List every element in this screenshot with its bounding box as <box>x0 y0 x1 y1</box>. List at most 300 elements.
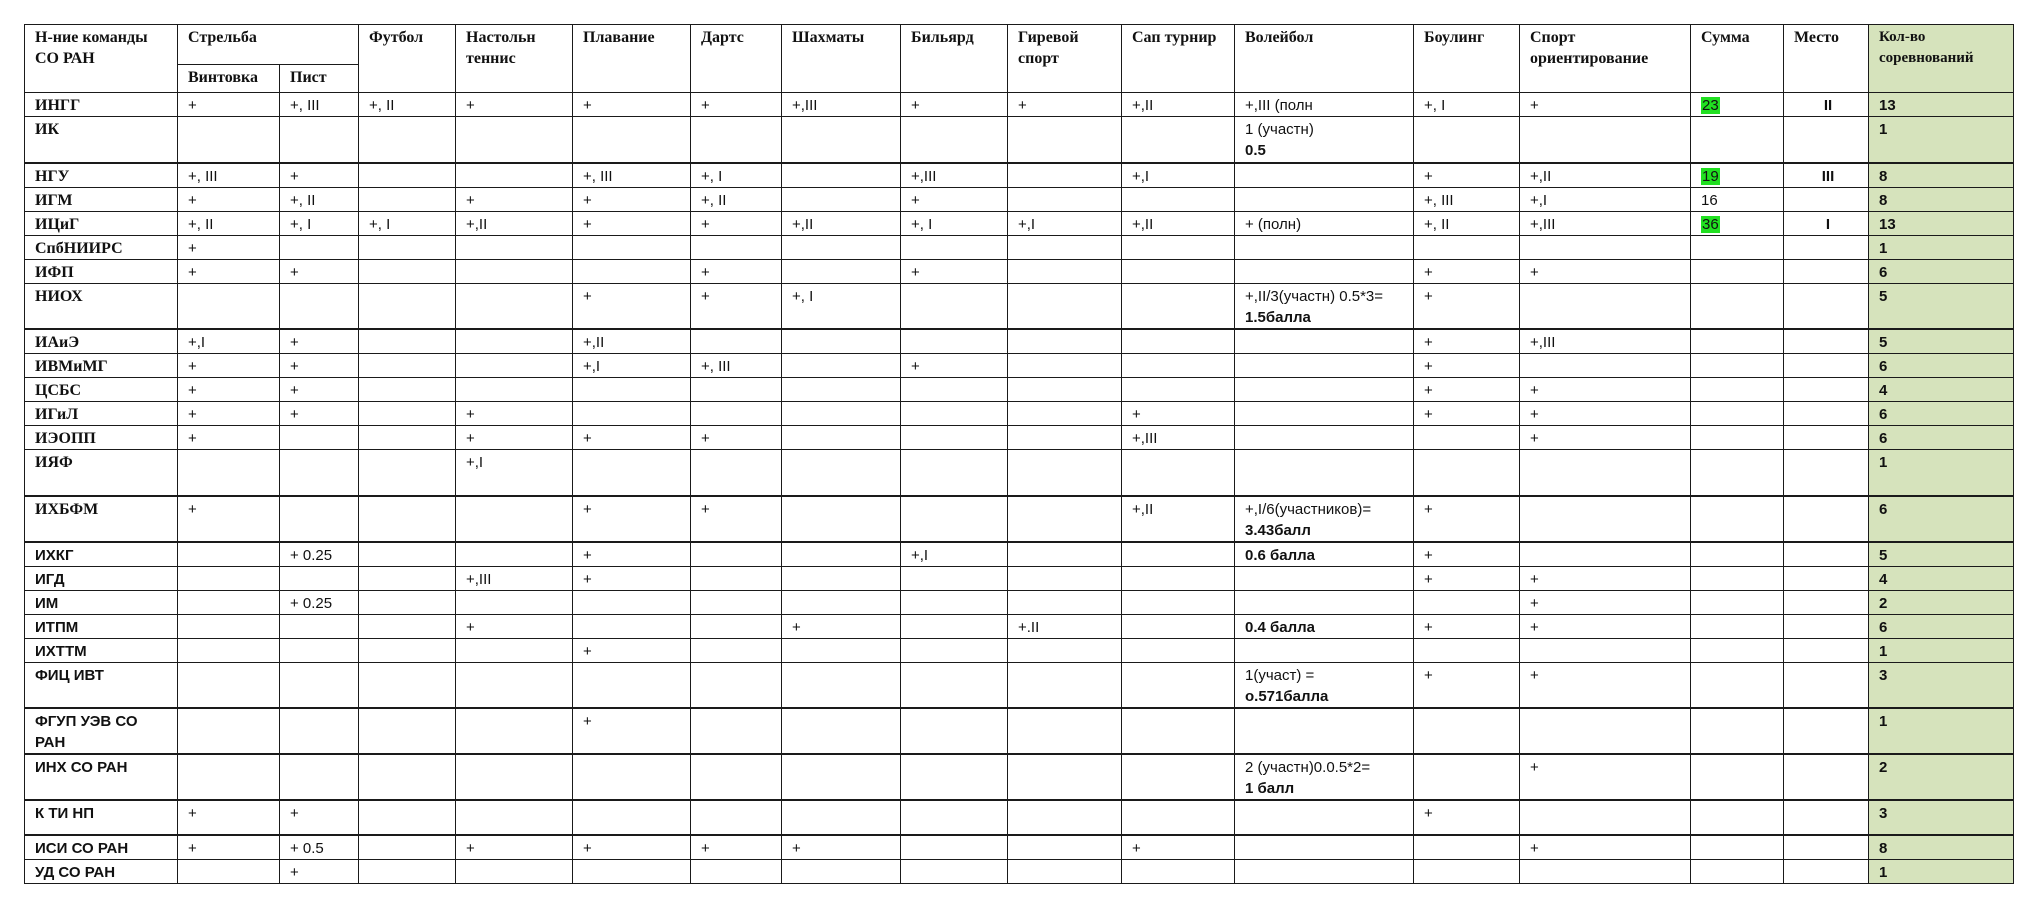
chess-cell <box>782 354 901 378</box>
bowling-cell: + <box>1414 614 1520 638</box>
football-cell <box>359 800 456 835</box>
sum-cell <box>1691 402 1784 426</box>
bowling-cell: + <box>1414 662 1520 708</box>
darts-cell: + <box>691 259 782 283</box>
rifle-cell: +, II <box>178 211 280 235</box>
rifle-cell: + <box>178 496 280 542</box>
kettlebell-cell <box>1008 450 1122 496</box>
sum-cell <box>1691 800 1784 835</box>
kettlebell-cell <box>1008 329 1122 354</box>
swimming-cell: +,I <box>573 354 691 378</box>
table-tennis-cell <box>456 259 573 283</box>
swimming-cell <box>573 800 691 835</box>
place-cell <box>1784 800 1869 835</box>
darts-cell <box>691 235 782 259</box>
rifle-cell: + <box>178 235 280 259</box>
billiards-cell <box>901 754 1008 800</box>
count-cell: 8 <box>1869 163 2014 188</box>
table-row <box>25 835 2014 860</box>
table-row <box>25 860 2014 884</box>
swimming-cell <box>573 662 691 708</box>
table-row <box>25 638 2014 662</box>
table-row <box>25 426 2014 450</box>
swimming-cell <box>573 614 691 638</box>
swimming-cell: + <box>573 283 691 329</box>
table-tennis-cell <box>456 800 573 835</box>
volleyball-cell <box>1235 426 1414 450</box>
sap-cell <box>1122 754 1235 800</box>
sum-cell <box>1691 187 1784 211</box>
pistol-cell: + <box>280 329 359 354</box>
count-cell: 13 <box>1869 211 2014 235</box>
pistol-cell: + <box>280 800 359 835</box>
count-cell: 6 <box>1869 354 2014 378</box>
chess-cell <box>782 117 901 163</box>
bowling-cell <box>1414 426 1520 450</box>
volleyball-line-1: + (полн) <box>1245 215 1302 233</box>
sum-cell <box>1691 614 1784 638</box>
team-name-cell: ИФП <box>25 259 178 283</box>
place-cell <box>1784 860 1869 884</box>
count-cell: 6 <box>1869 259 2014 283</box>
sum-cell <box>1691 259 1784 283</box>
table-row <box>25 187 2014 211</box>
billiards-cell <box>901 450 1008 496</box>
volleyball-cell <box>1235 378 1414 402</box>
swimming-cell <box>573 378 691 402</box>
team-name-cell: ИНХ СО РАН <box>25 754 178 800</box>
rifle-cell: +,I <box>178 329 280 354</box>
swimming-cell: + <box>573 496 691 542</box>
sap-cell <box>1122 354 1235 378</box>
chess-cell: +, I <box>782 283 901 329</box>
darts-cell <box>691 450 782 496</box>
team-name-cell: К ТИ НП <box>25 800 178 835</box>
orienteering-cell <box>1520 638 1691 662</box>
count-cell: 1 <box>1869 638 2014 662</box>
swimming-cell: + <box>573 566 691 590</box>
team-name-cell: ИНГГ <box>25 93 178 117</box>
team-name-cell: ИЦиГ <box>25 211 178 235</box>
chess-cell <box>782 426 901 450</box>
count-cell: 3 <box>1869 662 2014 708</box>
volleyball-cell <box>1235 566 1414 590</box>
rifle-cell <box>178 283 280 329</box>
place-cell <box>1784 638 1869 662</box>
table-tennis-cell <box>456 590 573 614</box>
rifle-cell <box>178 638 280 662</box>
place-cell <box>1784 259 1869 283</box>
chess-cell: +,II <box>782 211 901 235</box>
billiards-cell: + <box>901 354 1008 378</box>
team-name-cell: ФГУП УЭВ СО РАН <box>25 708 178 754</box>
volleyball-cell <box>1235 800 1414 835</box>
place-cell <box>1784 117 1869 163</box>
orienteering-cell <box>1520 496 1691 542</box>
kettlebell-cell <box>1008 235 1122 259</box>
volleyball-cell <box>1235 163 1414 188</box>
sum-cell <box>1691 754 1784 800</box>
table-row <box>25 754 2014 800</box>
count-cell: 1 <box>1869 860 2014 884</box>
kettlebell-cell: +.II <box>1008 614 1122 638</box>
sap-cell <box>1122 259 1235 283</box>
rifle-cell <box>178 590 280 614</box>
rifle-cell <box>178 450 280 496</box>
chess-cell <box>782 708 901 754</box>
bowling-cell: +, II <box>1414 211 1520 235</box>
header-billiards: Бильярд <box>901 25 1008 93</box>
darts-cell <box>691 662 782 708</box>
football-cell <box>359 426 456 450</box>
header-row-top <box>25 25 2014 65</box>
bowling-cell: + <box>1414 283 1520 329</box>
header-orienteering: Спорт ориентирование <box>1520 25 1691 93</box>
rifle-cell <box>178 754 280 800</box>
volleyball-cell <box>1235 329 1414 354</box>
sap-cell <box>1122 542 1235 567</box>
sum-cell <box>1691 426 1784 450</box>
rifle-cell: + <box>178 187 280 211</box>
orienteering-cell: + <box>1520 614 1691 638</box>
darts-cell <box>691 754 782 800</box>
pistol-cell <box>280 638 359 662</box>
place-cell <box>1784 283 1869 329</box>
sap-cell <box>1122 590 1235 614</box>
sum-cell <box>1691 283 1784 329</box>
rifle-cell: + <box>178 93 280 117</box>
place-cell: I <box>1784 211 1869 235</box>
pistol-cell <box>280 708 359 754</box>
table-tennis-cell <box>456 235 573 259</box>
kettlebell-cell: + <box>1008 93 1122 117</box>
count-cell: 1 <box>1869 117 2014 163</box>
billiards-cell <box>901 800 1008 835</box>
billiards-cell <box>901 614 1008 638</box>
header-count: Кол-во соревнований <box>1869 25 2014 93</box>
orienteering-cell: +,III <box>1520 211 1691 235</box>
kettlebell-cell <box>1008 163 1122 188</box>
count-cell: 8 <box>1869 835 2014 860</box>
volleyball-line-2: о.571балла <box>1245 687 1329 705</box>
rifle-cell <box>178 662 280 708</box>
bowling-cell: + <box>1414 378 1520 402</box>
volleyball-cell <box>1235 590 1414 614</box>
volleyball-cell <box>1235 187 1414 211</box>
pistol-cell <box>280 283 359 329</box>
table-tennis-cell: +,III <box>456 566 573 590</box>
pistol-cell: +, II <box>280 187 359 211</box>
kettlebell-cell <box>1008 835 1122 860</box>
swimming-cell <box>573 590 691 614</box>
team-name-cell: НИОХ <box>25 283 178 329</box>
count-cell: 6 <box>1869 402 2014 426</box>
table-tennis-cell: + <box>456 402 573 426</box>
table-row <box>25 402 2014 426</box>
table-row <box>25 93 2014 117</box>
place-cell: III <box>1784 163 1869 188</box>
table-tennis-cell: +,II <box>456 211 573 235</box>
table-row <box>25 450 2014 496</box>
kettlebell-cell <box>1008 117 1122 163</box>
chess-cell <box>782 542 901 567</box>
orienteering-cell: + <box>1520 93 1691 117</box>
place-cell <box>1784 187 1869 211</box>
football-cell <box>359 496 456 542</box>
kettlebell-cell <box>1008 590 1122 614</box>
swimming-cell: + <box>573 211 691 235</box>
table-tennis-cell <box>456 163 573 188</box>
team-name-cell: ИК <box>25 117 178 163</box>
volleyball-cell <box>1235 638 1414 662</box>
sum-cell <box>1691 496 1784 542</box>
table-row <box>25 354 2014 378</box>
kettlebell-cell <box>1008 542 1122 567</box>
rifle-cell <box>178 117 280 163</box>
chess-cell: + <box>782 835 901 860</box>
swimming-cell: + <box>573 835 691 860</box>
orienteering-cell <box>1520 542 1691 567</box>
football-cell <box>359 450 456 496</box>
count-cell: 1 <box>1869 708 2014 754</box>
pistol-cell <box>280 450 359 496</box>
header-shooting: Стрельба <box>178 25 359 65</box>
chess-cell <box>782 754 901 800</box>
football-cell <box>359 402 456 426</box>
football-cell <box>359 117 456 163</box>
darts-cell <box>691 566 782 590</box>
chess-cell <box>782 259 901 283</box>
bowling-cell: + <box>1414 329 1520 354</box>
orienteering-cell: + <box>1520 754 1691 800</box>
sap-cell <box>1122 860 1235 884</box>
count-cell: 6 <box>1869 426 2014 450</box>
billiards-cell <box>901 378 1008 402</box>
rifle-cell: + <box>178 800 280 835</box>
rifle-cell: + <box>178 402 280 426</box>
table-row <box>25 163 2014 188</box>
results-table <box>24 24 2014 884</box>
bowling-cell: + <box>1414 402 1520 426</box>
table-tennis-cell: + <box>456 614 573 638</box>
count-cell: 3 <box>1869 800 2014 835</box>
billiards-cell <box>901 283 1008 329</box>
pistol-cell: + <box>280 163 359 188</box>
place-cell <box>1784 614 1869 638</box>
bowling-cell <box>1414 235 1520 259</box>
table-row <box>25 566 2014 590</box>
kettlebell-cell <box>1008 283 1122 329</box>
place-cell <box>1784 354 1869 378</box>
rifle-cell <box>178 542 280 567</box>
team-name-cell: ИГД <box>25 566 178 590</box>
darts-cell <box>691 329 782 354</box>
header-kettlebell: Гиревой спорт <box>1008 25 1122 93</box>
table-tennis-cell <box>456 662 573 708</box>
kettlebell-cell <box>1008 426 1122 450</box>
count-cell: 2 <box>1869 590 2014 614</box>
darts-cell <box>691 800 782 835</box>
team-name-cell: ИСИ СО РАН <box>25 835 178 860</box>
chess-cell <box>782 187 901 211</box>
team-name-cell: ИАиЭ <box>25 329 178 354</box>
pistol-cell: + <box>280 354 359 378</box>
sap-cell <box>1122 283 1235 329</box>
sum-cell <box>1691 117 1784 163</box>
kettlebell-cell <box>1008 860 1122 884</box>
table-row <box>25 259 2014 283</box>
darts-cell: +, III <box>691 354 782 378</box>
rifle-cell <box>178 860 280 884</box>
darts-cell <box>691 590 782 614</box>
team-name-cell: ИХБФМ <box>25 496 178 542</box>
header-sum: Сумма <box>1691 25 1784 93</box>
kettlebell-cell <box>1008 638 1122 662</box>
kettlebell-cell <box>1008 800 1122 835</box>
sum-cell <box>1691 163 1784 188</box>
darts-cell: +, I <box>691 163 782 188</box>
sap-cell <box>1122 187 1235 211</box>
swimming-cell: +,II <box>573 329 691 354</box>
football-cell <box>359 283 456 329</box>
rifle-cell <box>178 566 280 590</box>
bowling-cell <box>1414 638 1520 662</box>
darts-cell <box>691 638 782 662</box>
kettlebell-cell <box>1008 402 1122 426</box>
sum-value: 16 <box>1701 191 1718 209</box>
football-cell <box>359 566 456 590</box>
billiards-cell <box>901 117 1008 163</box>
orienteering-cell <box>1520 354 1691 378</box>
sum-cell <box>1691 566 1784 590</box>
sum-cell <box>1691 450 1784 496</box>
sum-cell <box>1691 590 1784 614</box>
rifle-cell: + <box>178 259 280 283</box>
team-name-cell: ЦСБС <box>25 378 178 402</box>
place-cell <box>1784 450 1869 496</box>
table-row <box>25 496 2014 542</box>
table-tennis-cell: + <box>456 187 573 211</box>
pistol-cell <box>280 662 359 708</box>
billiards-cell <box>901 426 1008 450</box>
table-tennis-cell <box>456 354 573 378</box>
football-cell <box>359 860 456 884</box>
volleyball-cell <box>1235 402 1414 426</box>
chess-cell: +,III <box>782 93 901 117</box>
kettlebell-cell: +,I <box>1008 211 1122 235</box>
pistol-cell <box>280 496 359 542</box>
count-cell: 5 <box>1869 542 2014 567</box>
football-cell: +, II <box>359 93 456 117</box>
header-volleyball: Волейбол <box>1235 25 1414 93</box>
swimming-cell <box>573 235 691 259</box>
header-football: Футбол <box>359 25 456 93</box>
bowling-cell <box>1414 708 1520 754</box>
count-cell: 8 <box>1869 187 2014 211</box>
table-row <box>25 662 2014 708</box>
football-cell <box>359 378 456 402</box>
place-cell <box>1784 662 1869 708</box>
chess-cell: + <box>782 614 901 638</box>
pistol-cell <box>280 235 359 259</box>
sum-cell <box>1691 638 1784 662</box>
billiards-cell <box>901 662 1008 708</box>
orienteering-cell <box>1520 235 1691 259</box>
billiards-cell <box>901 329 1008 354</box>
volleyball-line-1: +,I/6(участников)= <box>1245 500 1372 518</box>
sum-cell <box>1691 329 1784 354</box>
volleyball-line-1: +,II/3(участн) 0.5*3= <box>1245 287 1384 305</box>
billiards-cell <box>901 835 1008 860</box>
chess-cell <box>782 329 901 354</box>
billiards-cell: +, I <box>901 211 1008 235</box>
volleyball-line-1: 0.4 балла <box>1245 618 1316 636</box>
volleyball-cell <box>1235 860 1414 884</box>
football-cell <box>359 614 456 638</box>
football-cell <box>359 235 456 259</box>
volleyball-line-2: 1 балл <box>1245 780 1295 797</box>
billiards-cell: + <box>901 93 1008 117</box>
table-tennis-cell <box>456 708 573 754</box>
team-name-cell: ИХКГ <box>25 542 178 567</box>
football-cell <box>359 835 456 860</box>
table-row <box>25 590 2014 614</box>
bowling-cell: +, I <box>1414 93 1520 117</box>
kettlebell-cell <box>1008 378 1122 402</box>
kettlebell-cell <box>1008 754 1122 800</box>
pistol-cell <box>280 566 359 590</box>
darts-cell <box>691 542 782 567</box>
billiards-cell: + <box>901 187 1008 211</box>
orienteering-cell: + <box>1520 566 1691 590</box>
table-row <box>25 283 2014 329</box>
sap-cell <box>1122 800 1235 835</box>
orienteering-cell <box>1520 860 1691 884</box>
rifle-cell: + <box>178 835 280 860</box>
orienteering-cell: +,III <box>1520 329 1691 354</box>
orienteering-cell <box>1520 708 1691 754</box>
place-cell <box>1784 590 1869 614</box>
volleyball-cell <box>1235 708 1414 754</box>
swimming-cell <box>573 259 691 283</box>
football-cell <box>359 329 456 354</box>
table-tennis-cell: + <box>456 93 573 117</box>
football-cell <box>359 708 456 754</box>
orienteering-cell: + <box>1520 835 1691 860</box>
table-row <box>25 378 2014 402</box>
table-tennis-cell <box>456 542 573 567</box>
kettlebell-cell <box>1008 566 1122 590</box>
bowling-cell: + <box>1414 566 1520 590</box>
place-cell <box>1784 496 1869 542</box>
place-cell <box>1784 426 1869 450</box>
sap-cell: + <box>1122 402 1235 426</box>
bowling-cell <box>1414 450 1520 496</box>
count-cell: 2 <box>1869 754 2014 800</box>
volleyball-cell <box>1235 235 1414 259</box>
sum-cell <box>1691 211 1784 235</box>
chess-cell <box>782 638 901 662</box>
volleyball-line-1: 1(участ) = <box>1245 666 1315 684</box>
sap-cell: +,III <box>1122 426 1235 450</box>
header-pistol: Пист <box>280 65 359 93</box>
volleyball-cell <box>1235 496 1414 542</box>
volleyball-line-2: 3.43балл <box>1245 521 1311 539</box>
kettlebell-cell <box>1008 187 1122 211</box>
volleyball-line-1: 1 (участн) <box>1245 121 1314 138</box>
chess-cell <box>782 402 901 426</box>
billiards-cell <box>901 402 1008 426</box>
